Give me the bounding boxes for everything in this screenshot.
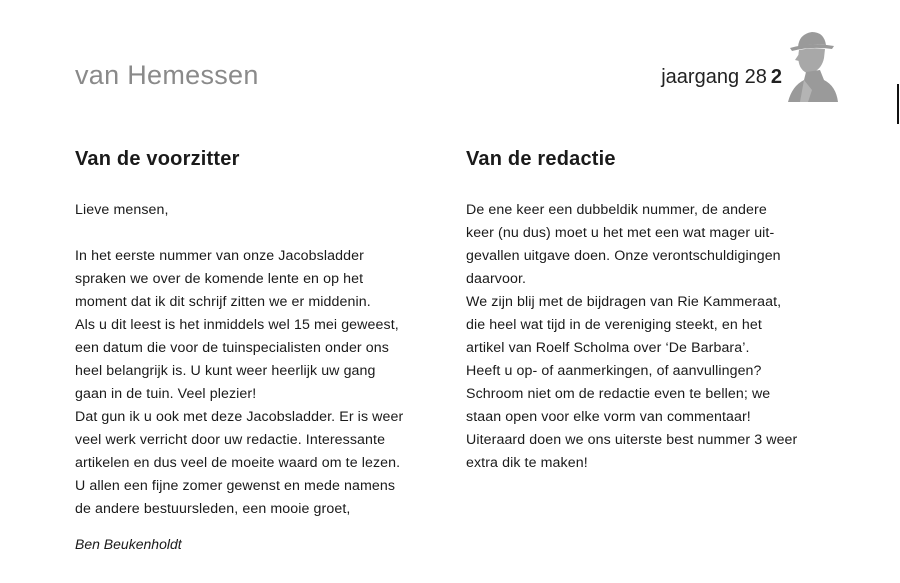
body-line: gaan in de tuin. Veel plezier! [75,386,257,402]
body-line: We zijn blij met de bijdragen van Rie Kammeraat, [466,294,782,310]
body-line: De ene keer een dubbeldik nummer, de andere [466,202,767,218]
editorial-heading: Van de redactie [466,148,616,170]
body-line: Uiteraard doen we ons uiterste best nummer 3 weer [466,432,798,448]
body-line: heel belangrijk is. U kunt weer heerlijk uw gang [75,363,376,379]
issue-label [661,66,782,89]
body-line: de andere bestuursleden, een mooie groet, [75,501,351,517]
body-line: U allen een fijne zomer gewenst en mede namens [75,478,396,494]
body-line: daarvoor. [466,271,527,287]
issue-number: 2 [770,66,782,88]
body-line: Als u dit leest is het inmiddels wel 15 mei geweest, [75,317,399,333]
body-line: artikelen en dus veel de moeite waard om te lezen. [75,455,401,471]
body-line: Dat gun ik u ook met deze Jacobsladder. Er is weer [75,409,404,425]
chairman-heading: Van de voorzitter [75,148,240,170]
left-column-chairman [75,148,435,552]
body-line: artikel van Roelf Scholma over ‘De Barbara’. [466,340,750,356]
margin-bar [897,84,899,124]
man-with-hat-silhouette-icon [784,28,838,102]
body-line: veel werk verricht door uw redactie. Interessante [75,432,386,448]
greeting-line: Lieve mensen, [75,202,169,218]
body-line: Schroom niet om de redactie even te bellen; we [466,386,771,402]
volume-label: jaargang 28 [661,66,767,88]
body-line: die heel wat tijd in de vereniging steekt, en het [466,317,762,333]
body-line: moment dat ik dit schrijf zitten we er middenin. [75,294,371,310]
body-line: In het eerste nummer van onze Jacobsladder [75,248,364,264]
publication-title: van Hemessen [75,60,259,90]
body-line: extra dik te maken! [466,455,588,471]
body-line: gevallen uitgave doen. Onze verontschuldigingen [466,248,781,264]
body-line: een datum die voor de tuinspecialisten onder ons [75,340,389,356]
body-line: keer (nu dus) moet u het met een wat mager uit- [466,225,775,241]
body-line: Heeft u op- of aanmerkingen, of aanvullingen? [466,363,762,379]
right-column-editorial [466,148,826,475]
body-line: spraken we over de komende lente en op het [75,271,364,287]
body-line: staan open voor elke vorm van commentaar! [466,409,751,425]
signature: Ben Beukenholdt [75,536,182,552]
